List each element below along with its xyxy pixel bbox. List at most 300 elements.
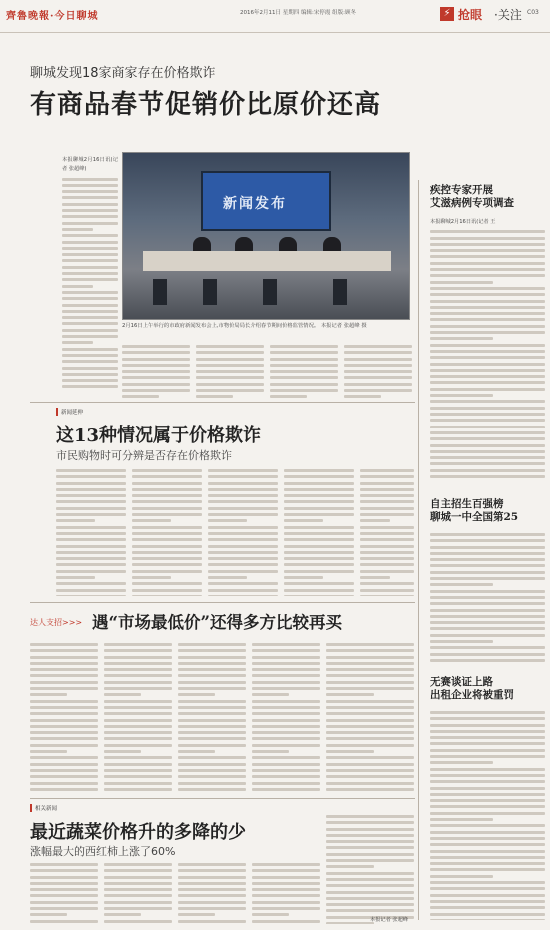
text-line-placeholder [326,840,414,843]
text-line-placeholder [430,255,545,258]
text-line-placeholder [132,557,202,560]
lead-kicker: 聊城发现18家商家存在价格欺诈 [30,66,216,81]
text-line-placeholder [62,310,118,313]
body-text-filler [30,863,98,924]
text-line-placeholder [196,345,264,348]
text-line-placeholder [430,646,545,649]
text-line-placeholder [430,552,545,555]
text-line-placeholder [178,920,246,923]
text-line-placeholder [104,750,141,753]
text-line-placeholder [360,469,414,472]
text-line-placeholder [284,582,354,585]
text-line-placeholder [132,507,202,510]
text-line-placeholder [104,668,172,671]
text-line-placeholder [30,882,98,885]
text-line-placeholder [132,538,202,541]
text-line-placeholder [30,788,98,791]
text-line-placeholder [208,570,278,573]
text-line-placeholder [430,875,493,878]
text-line-placeholder [252,674,320,677]
text-line-placeholder [56,469,126,472]
text-line-placeholder [360,532,414,535]
photo-seat [263,279,277,305]
text-line-placeholder [252,763,320,766]
text-line-placeholder [62,316,118,319]
text-line-placeholder [62,354,118,357]
text-line-placeholder [430,596,545,599]
text-line-placeholder [430,577,545,580]
body-text-filler [56,469,126,596]
text-line-placeholder [284,551,354,554]
text-line-placeholder [132,500,202,503]
text-line-placeholder [252,901,320,904]
text-line-placeholder [104,706,172,709]
body-text-filler [360,469,414,596]
text-line-placeholder [430,318,545,321]
text-line-placeholder [178,712,246,715]
text-line-placeholder [122,383,190,386]
text-line-placeholder [326,891,414,894]
text-line-placeholder [104,894,172,897]
body-text-filler [430,230,545,428]
text-line-placeholder [326,744,414,747]
text-line-placeholder [104,876,172,879]
text-line-placeholder [430,469,545,472]
text-line-placeholder [360,570,414,573]
sidebar1-byline: 本报聊城2月16日讯(记者 王 [430,219,496,225]
text-line-placeholder [252,668,320,671]
text-line-placeholder [30,712,98,715]
text-line-placeholder [178,719,246,722]
text-line-placeholder [62,322,118,325]
text-line-placeholder [326,649,414,652]
text-line-placeholder [178,775,246,778]
text-line-placeholder [284,500,354,503]
story4-label: 相关新闻 [30,804,57,812]
text-line-placeholder [344,383,412,386]
story2-col2 [132,466,202,596]
text-line-placeholder [360,589,414,592]
text-line-placeholder [252,725,320,728]
text-line-placeholder [360,475,414,478]
text-line-placeholder [270,370,338,373]
text-line-placeholder [208,482,278,485]
text-line-placeholder [62,241,118,244]
text-line-placeholder [122,376,190,379]
text-line-placeholder [252,863,320,866]
text-line-placeholder [104,693,141,696]
story3-headline: 遇“市场最低价”还得多方比较再买 [92,613,342,632]
body-text-filler [132,469,202,596]
text-line-placeholder [56,482,126,485]
text-line-placeholder [430,350,545,353]
text-line-placeholder [430,344,545,347]
text-line-placeholder [430,805,545,808]
text-line-placeholder [430,799,545,802]
text-line-placeholder [196,358,264,361]
text-line-placeholder [252,643,320,646]
page-number: C03 [527,9,539,16]
story3-label: 达人支招>>> [30,618,83,627]
text-line-placeholder [360,538,414,541]
body-text-filler [252,863,320,924]
text-line-placeholder [62,373,118,376]
text-line-placeholder [252,687,320,690]
text-line-placeholder [326,662,414,665]
text-line-placeholder [326,859,414,862]
text-line-placeholder [284,589,354,592]
text-line-placeholder [430,450,545,453]
masthead-logo: 齊魯晚報·今日聊城 [6,11,99,22]
text-line-placeholder [56,557,126,560]
text-line-placeholder [284,576,323,579]
text-line-placeholder [326,706,414,709]
lead-headline: 有商品春节促销价比原价还高 [30,90,382,120]
text-line-placeholder [252,744,320,747]
text-line-placeholder [326,763,414,766]
text-line-placeholder [104,869,172,872]
text-line-placeholder [326,788,414,791]
text-line-placeholder [30,731,98,734]
text-line-placeholder [284,526,354,529]
text-line-placeholder [178,863,246,866]
text-line-placeholder [62,196,118,199]
text-line-placeholder [178,687,246,690]
text-line-placeholder [344,358,412,361]
story3-col2 [104,640,172,792]
lead-body-col3 [196,342,264,398]
text-line-placeholder [326,872,414,875]
text-line-placeholder [252,894,320,897]
text-line-placeholder [326,693,374,696]
body-text-filler [326,815,414,924]
body-text-filler [178,643,246,792]
text-line-placeholder [430,602,545,605]
text-line-placeholder [326,769,414,772]
text-line-placeholder [284,475,354,478]
text-line-placeholder [62,190,118,193]
text-line-placeholder [56,513,126,516]
text-line-placeholder [430,730,545,733]
text-line-placeholder [430,444,545,447]
text-line-placeholder [252,788,320,791]
text-line-placeholder [104,756,172,759]
text-line-placeholder [430,640,493,643]
text-line-placeholder [104,882,172,885]
text-line-placeholder [62,278,118,281]
text-line-placeholder [56,563,126,566]
text-line-placeholder [360,488,414,491]
text-line-placeholder [430,590,545,593]
text-line-placeholder [252,913,289,916]
text-line-placeholder [326,922,374,924]
text-line-placeholder [326,846,414,849]
text-line-placeholder [122,345,190,348]
text-line-placeholder [344,395,381,398]
text-line-placeholder [326,674,414,677]
text-line-placeholder [56,582,126,585]
story2-col4 [284,466,354,596]
column-divider [418,180,419,920]
text-line-placeholder [56,570,126,573]
text-line-placeholder [430,381,545,384]
text-line-placeholder [430,407,545,410]
text-line-placeholder [326,750,374,753]
lead-body-col5 [344,342,412,398]
text-line-placeholder [360,582,414,585]
text-line-placeholder [104,719,172,722]
text-line-placeholder [122,364,190,367]
text-line-placeholder [430,615,545,618]
text-line-placeholder [132,532,202,535]
text-line-placeholder [430,812,545,815]
sidebar3-title-line2: 出租企业将被重罚 [430,689,514,701]
text-line-placeholder [56,589,126,592]
text-line-placeholder [178,649,246,652]
text-line-placeholder [62,215,118,218]
text-line-placeholder [104,649,172,652]
text-line-placeholder [430,268,545,271]
text-line-placeholder [208,557,278,560]
text-line-placeholder [430,356,545,359]
text-line-placeholder [430,850,545,853]
text-line-placeholder [430,243,545,246]
text-line-placeholder [196,351,264,354]
text-line-placeholder [326,643,414,646]
text-line-placeholder [430,843,545,846]
text-line-placeholder [62,209,118,212]
text-line-placeholder [360,595,414,596]
text-line-placeholder [178,681,246,684]
text-line-placeholder [62,360,118,363]
text-line-placeholder [56,551,126,554]
text-line-placeholder [178,725,246,728]
text-line-placeholder [62,385,118,388]
text-line-placeholder [132,563,202,566]
text-line-placeholder [56,595,126,596]
text-line-placeholder [30,681,98,684]
text-line-placeholder [270,351,338,354]
text-line-placeholder [104,769,172,772]
text-line-placeholder [178,731,246,734]
body-text-filler [430,533,545,665]
text-line-placeholder [30,662,98,665]
text-line-placeholder [104,888,172,891]
story4-col3 [178,860,246,924]
text-line-placeholder [360,519,390,522]
text-line-placeholder [178,643,246,646]
text-line-placeholder [104,744,172,747]
photo-seat [333,279,347,305]
text-line-placeholder [430,659,545,662]
text-line-placeholder [56,475,126,478]
text-line-placeholder [62,329,118,332]
text-line-placeholder [252,907,320,910]
text-line-placeholder [132,589,202,592]
text-line-placeholder [132,513,202,516]
text-line-placeholder [196,389,264,392]
text-line-placeholder [430,400,545,403]
text-line-placeholder [430,749,545,752]
text-line-placeholder [430,558,545,561]
section-divider [30,402,415,403]
text-line-placeholder [104,687,172,690]
text-line-placeholder [30,674,98,677]
sidebar2-title [430,498,545,524]
text-line-placeholder [30,744,98,747]
text-line-placeholder [430,862,545,865]
story4-col4 [252,860,320,924]
text-line-placeholder [178,788,246,791]
text-line-placeholder [30,756,98,759]
text-line-placeholder [122,358,190,361]
text-line-placeholder [326,834,414,837]
text-line-placeholder [62,184,118,187]
text-line-placeholder [326,756,414,759]
text-line-placeholder [252,712,320,715]
text-line-placeholder [430,609,545,612]
text-line-placeholder [208,563,278,566]
text-line-placeholder [430,262,545,265]
text-line-placeholder [104,662,172,665]
text-line-placeholder [284,563,354,566]
text-line-placeholder [196,395,233,398]
sidebar1-title-line1: 疾控专家开展 [430,184,493,196]
text-line-placeholder [56,507,126,510]
text-line-placeholder [30,649,98,652]
text-line-placeholder [104,788,172,791]
text-line-placeholder [104,782,172,785]
text-line-placeholder [208,494,278,497]
text-line-placeholder [252,756,320,759]
text-line-placeholder [208,513,278,516]
text-line-placeholder [208,576,247,579]
text-line-placeholder [326,782,414,785]
text-line-placeholder [252,693,289,696]
text-line-placeholder [30,706,98,709]
text-line-placeholder [430,793,545,796]
text-line-placeholder [178,674,246,677]
story3-col3 [178,640,246,792]
text-line-placeholder [30,869,98,872]
text-line-placeholder [122,351,190,354]
text-line-placeholder [30,693,67,696]
text-line-placeholder [122,370,190,373]
lightning-icon: ⚡ [440,7,454,21]
text-line-placeholder [62,203,118,206]
text-line-placeholder [284,469,354,472]
text-line-placeholder [30,920,98,923]
text-line-placeholder [430,634,545,637]
text-line-placeholder [104,737,172,740]
story2-subhead: 市民购物时可分辨是否存在价格欺诈 [56,449,232,462]
text-line-placeholder [208,595,278,596]
section-divider [30,602,415,603]
story4-col5 [326,812,414,924]
text-line-placeholder [62,178,118,181]
text-line-placeholder [284,538,354,541]
sidebar2-title-line1: 自主招生百强榜 [430,498,504,510]
body-text-filler [284,469,354,596]
lead-body-col4 [270,342,338,398]
text-line-placeholder [326,853,414,856]
text-line-placeholder [122,389,190,392]
text-line-placeholder [104,643,172,646]
text-line-placeholder [284,507,354,510]
text-line-placeholder [178,750,215,753]
section-divider [30,798,415,799]
text-line-placeholder [56,500,126,503]
sidebar2-title-line2: 聊城一中全国第25 [430,511,519,523]
text-line-placeholder [430,724,545,727]
text-line-placeholder [430,906,545,909]
body-text-filler [196,345,264,398]
photo-screen-text: 新闻发布 [223,196,287,212]
text-line-placeholder [252,869,320,872]
photo-seat [203,279,217,305]
text-line-placeholder [122,395,159,398]
text-line-placeholder [196,376,264,379]
text-line-placeholder [62,291,118,294]
lead-body-col1 [62,156,118,388]
section-subtitle: ·关注 [494,8,522,22]
body-text-filler [62,178,118,388]
text-line-placeholder [30,888,98,891]
text-line-placeholder [178,744,246,747]
text-line-placeholder [430,742,545,745]
text-line-placeholder [178,769,246,772]
text-line-placeholder [430,306,545,309]
text-line-placeholder [178,706,246,709]
photo-caption: 2月16日上午举行的市政府新闻发布会上,市物价局局长介绍春节期间价格监管情况。 本报记者 张超峰 摄 [122,323,367,329]
text-line-placeholder [430,818,493,821]
text-line-placeholder [360,526,414,529]
text-line-placeholder [360,482,414,485]
sidebar3-body [430,708,545,920]
text-line-placeholder [132,595,202,596]
lead-body-col2 [122,342,190,398]
text-line-placeholder [252,731,320,734]
text-line-placeholder [208,532,278,535]
text-line-placeholder [62,341,93,344]
text-line-placeholder [56,494,126,497]
text-line-placeholder [430,237,545,240]
text-line-placeholder [430,856,545,859]
text-line-placeholder [326,681,414,684]
text-line-placeholder [430,293,545,296]
text-line-placeholder [360,557,414,560]
body-text-filler [252,643,320,792]
text-line-placeholder [430,437,545,440]
text-line-placeholder [104,700,172,703]
text-line-placeholder [104,674,172,677]
body-text-filler [30,643,98,792]
text-line-placeholder [284,532,354,535]
text-line-placeholder [178,782,246,785]
text-line-placeholder [430,413,545,416]
story4-headline: 最近蔬菜价格升的多降的少 [30,822,246,843]
story2-label: 新闻延伸 [56,408,83,416]
text-line-placeholder [344,370,412,373]
text-line-placeholder [430,546,545,549]
section-badge [440,4,530,26]
text-line-placeholder [132,482,202,485]
text-line-placeholder [252,920,320,923]
text-line-placeholder [284,557,354,560]
text-line-placeholder [326,700,414,703]
text-line-placeholder [430,300,545,303]
text-line-placeholder [326,731,414,734]
